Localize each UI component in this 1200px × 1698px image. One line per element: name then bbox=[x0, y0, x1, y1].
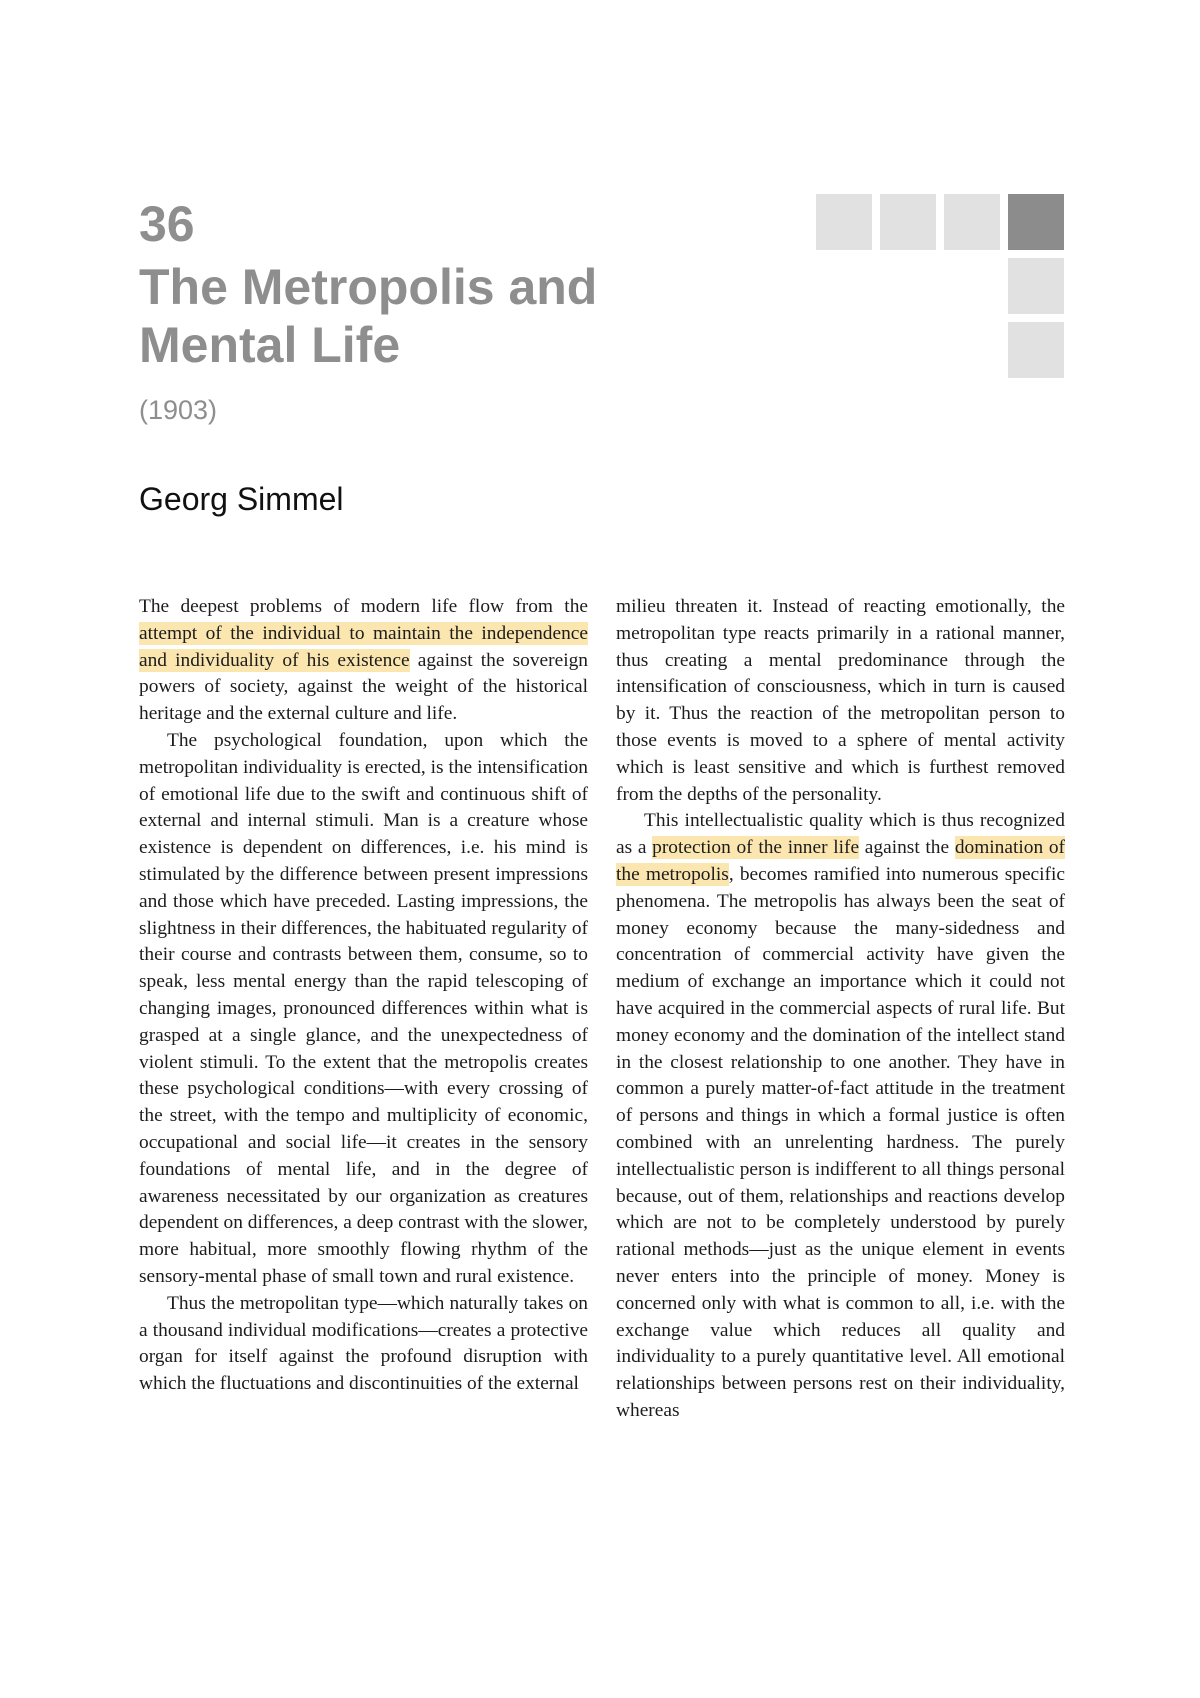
paragraph: Thus the metropolitan type—which naturally takes on a thousand individual modifications—creates a protective organ for itself against the profound disruption with which the fluctuations and discontinuities of the external bbox=[139, 1292, 588, 1395]
paragraph-text: This intellectualistic quality which is thus recognized as a bbox=[616, 810, 1065, 859]
paragraph-text: , becomes ramified into numerous specific phenomena. The metropolis has always been the seat of money economy because the many-sidedness and concentration of commercial activity have given the medium of exchange an importance which it could not have acquired in the commercial aspects of rural life. But money economy and the domination of the intellect stand in the closest relationship to one another. They have in common a purely matter-of-fact attitude in the treatment of persons and things in which a formal justice is often combined with an unrelenting hardness. The purely intellectualistic person is indifferent to all things personal because, out of them, relationships and reactions develop which are not to be completely understood by purely rational methods—just as the unique element in events never enters into the principle of money. Money is concerned only with what is common to all, i.e. with the exchange value which reduces all quality and individuality to a purely quantitative level. All emotional relationships between persons rest on their individuality, whereas bbox=[616, 863, 1065, 1421]
decorative-square bbox=[1008, 322, 1064, 378]
decorative-square bbox=[944, 194, 1000, 250]
highlighted-text: domination of the metropolis bbox=[616, 837, 1065, 885]
chapter-title: The Metropolis and Mental Life bbox=[139, 259, 598, 373]
highlighted-text: attempt of the individual to maintain the independence and individuality of his existence bbox=[139, 622, 588, 671]
paragraph: milieu threaten it. Instead of reacting emotionally, the metropolitan type reacts primarily in a rational manner, thus creating a mental predominance through the intensification of consciousness, which in turn is caused by it. Thus the reaction of the metropolitan person to those events is moved to a sphere of mental activity which is least sensitive and which is furthest removed from the depths of the personality. bbox=[616, 596, 1065, 805]
decorative-square bbox=[816, 194, 872, 250]
chapter-number: 36 bbox=[139, 196, 195, 252]
paragraph-text: against the sovereign powers of society, against the weight of the historical heritage and the external culture and life. bbox=[139, 649, 588, 725]
paragraph-text: against the bbox=[859, 837, 955, 859]
paragraph-text: The deepest problems of modern life flow from the bbox=[139, 596, 588, 617]
decorative-square bbox=[1008, 258, 1064, 314]
paragraph: The psychological foundation, upon which the metropolitan individuality is erected, is the intensification of emotional life due to the swift and continuous shift of external and internal stimuli. Man is a creature whose existence is dependent on differences, i.e. his mind is stimulated by the difference between present impressions and those which have preceded. Lasting impressions, the slightness in their differences, the habituated regularity of their course and contrasts between them, consume, so to speak, less mental energy than the rapid telescoping of changing images, pronounced differences within what is grasped at a single glance, and the unexpectedness of violent stimuli. To the extent that the metropolis creates these psychological conditions—with every crossing of the street, with the tempo and multiplicity of economic, occupational and social life—it creates in the sensory foundations of mental life, and in the degree of awareness necessitated by our organization as creatures dependent on differences, a deep contrast with the slower, more habitual, more smoothly flowing rhythm of the sensory-mental phase of small town and rural existence. bbox=[139, 729, 588, 1287]
decorative-square-dark bbox=[1008, 194, 1064, 250]
paragraph bbox=[139, 594, 588, 728]
right-column bbox=[616, 594, 1065, 1425]
decorative-square bbox=[880, 194, 936, 250]
paragraph bbox=[616, 808, 1065, 1424]
author-name: Georg Simmel bbox=[139, 481, 344, 517]
left-column bbox=[139, 594, 588, 1398]
highlighted-text: protection of the inner life bbox=[652, 837, 860, 859]
chapter-year: (1903) bbox=[139, 395, 218, 425]
